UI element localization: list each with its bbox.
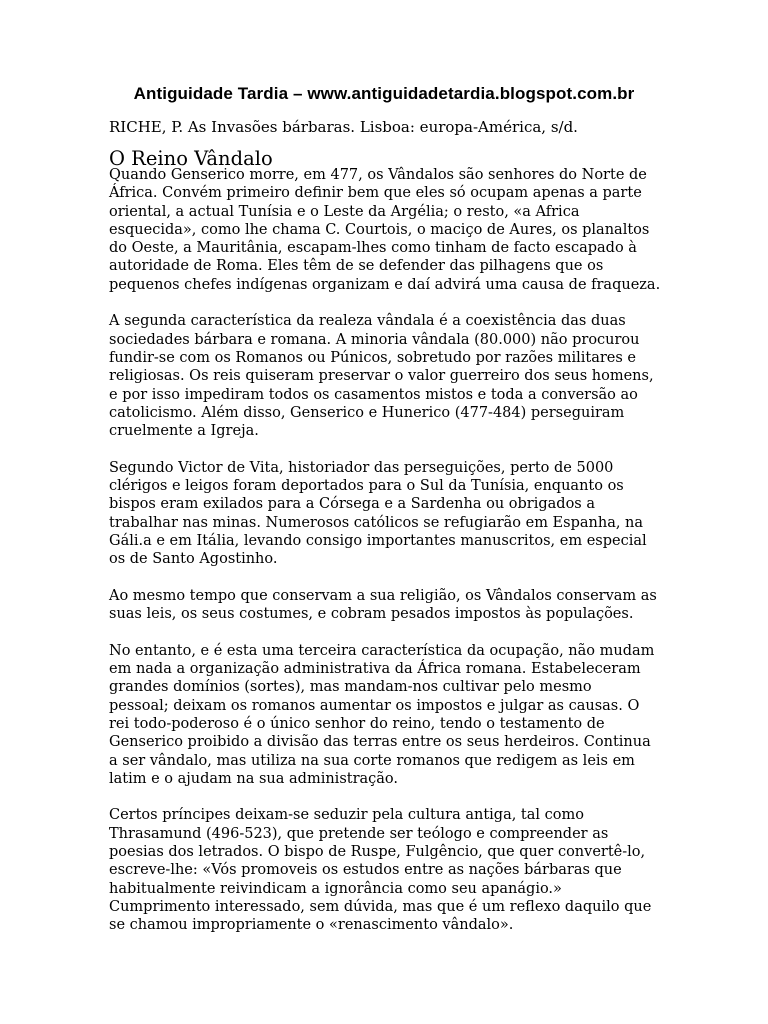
text-line: Gáli.a e em Itália, levando consigo importantes manuscritos, em especial (109, 532, 647, 549)
text-line: do Oeste, a Mauritânia, escapam-lhes como tinham de facto escapado à (109, 240, 637, 257)
text-line: latim e o ajudam na sua administração. (109, 770, 399, 787)
bibliographic-citation: RICHE, P. As Invasões bárbaras. Lisboa: europa-América, s/d. (109, 118, 578, 136)
text-line: os de Santo Agostinho. (109, 551, 278, 568)
text-line: suas leis, os seus costumes, e cobram pesados impostos às populações. (109, 606, 634, 623)
text-line: habitualmente reivindicam a ignorância como seu apanágio.» (109, 880, 562, 897)
text-line: cruelmente a Igreja. (109, 423, 259, 440)
text-line: esquecida», como lhe chama C. Courtois, o maciço de Aures, os planaltos (109, 221, 650, 238)
text-line: A segunda característica da realeza vândala é a coexistência das duas (109, 313, 626, 330)
paragraph (109, 312, 669, 440)
page-header: Antiguidade Tardia – www.antiguidadetardia.blogspot.com.br (133, 84, 635, 103)
text-line: poesias dos letrados. O bispo de Ruspe, Fulgêncio, que quer convertê-lo, (109, 843, 646, 860)
text-line: Genserico proibido a divisão das terras entre os seus herdeiros. Continua (109, 734, 651, 751)
paragraph (109, 806, 669, 934)
text-line: escreve-lhe: «Vós promoveis os estudos entre as nações bárbaras que (109, 862, 622, 879)
text-line: pequenos chefes indígenas organizam e daí advirá uma causa de fraqueza. (109, 276, 661, 293)
text-line: rei todo-poderoso é o único senhor do reino, tendo o testamento de (109, 715, 605, 732)
text-line: pessoal; deixam os romanos aumentar os impostos e julgar as causas. O (109, 697, 640, 714)
text-line: sociedades bárbara e romana. A minoria vândala (80.000) não procurou (109, 331, 640, 348)
text-line: trabalhar nas minas. Numerosos católicos se refugiarão em Espanha, na (109, 514, 644, 531)
text-line: clérigos e leigos foram deportados para o Sul da Tunísia, enquanto os (109, 478, 624, 495)
text-line: se chamou impropriamente o «renascimento vândalo». (109, 917, 514, 934)
text-line: fundir-se com os Romanos ou Púnicos, sobretudo por razões militares e (109, 349, 636, 366)
text-line: Ao mesmo tempo que conservam a sua religião, os Vândalos conservam as (109, 587, 657, 604)
paragraph (109, 587, 669, 624)
text-line: Thrasamund (496-523), que pretende ser teólogo e compreender as (109, 825, 609, 842)
text-line: em nada a organização administrativa da África romana. Estabeleceram (109, 661, 641, 678)
text-line: Certos príncipes deixam-se seduzir pela cultura antiga, tal como (109, 807, 584, 824)
paragraph (109, 459, 669, 569)
text-line: bispos eram exilados para a Córsega e a Sardenha ou obrigados a (109, 496, 595, 513)
text-line: Cumprimento interessado, sem dúvida, mas que é um reflexo daquilo que (109, 898, 652, 915)
text-line: religiosas. Os reis quiseram preservar o valor guerreiro dos seus homens, (109, 368, 654, 385)
text-line: grandes domínios (sortes), mas mandam-nos cultivar pelo mesmo (109, 679, 592, 696)
text-line: autoridade de Roma. Eles têm de se defender das pilhagens que os (109, 258, 604, 275)
text-line: a ser vândalo, mas utiliza na sua corte romanos que redigem as leis em (109, 752, 635, 769)
section-title: O Reino Vândalo (109, 147, 273, 170)
text-line: Segundo Victor de Vita, historiador das perseguições, perto de 5000 (109, 459, 614, 476)
paragraph (109, 642, 669, 788)
text-line: Quando Genserico morre, em 477, os Vândalos são senhores do Norte de (109, 167, 647, 183)
article-body (109, 166, 669, 953)
text-line: catolicismo. Além disso, Genserico e Hunerico (477-484) perseguiram (109, 404, 625, 421)
text-line: No entanto, e é esta uma terceira característica da ocupação, não mudam (109, 642, 655, 659)
paragraph (109, 166, 669, 294)
text-line: e por isso impediram todos os casamentos mistos e toda a conversão ao (109, 386, 638, 403)
text-line: África. Convém primeiro definir bem que eles só ocupam apenas a parte (109, 185, 642, 202)
text-line: oriental, a actual Tunísia e o Leste da Argélia; o resto, «a Africa (109, 203, 580, 220)
